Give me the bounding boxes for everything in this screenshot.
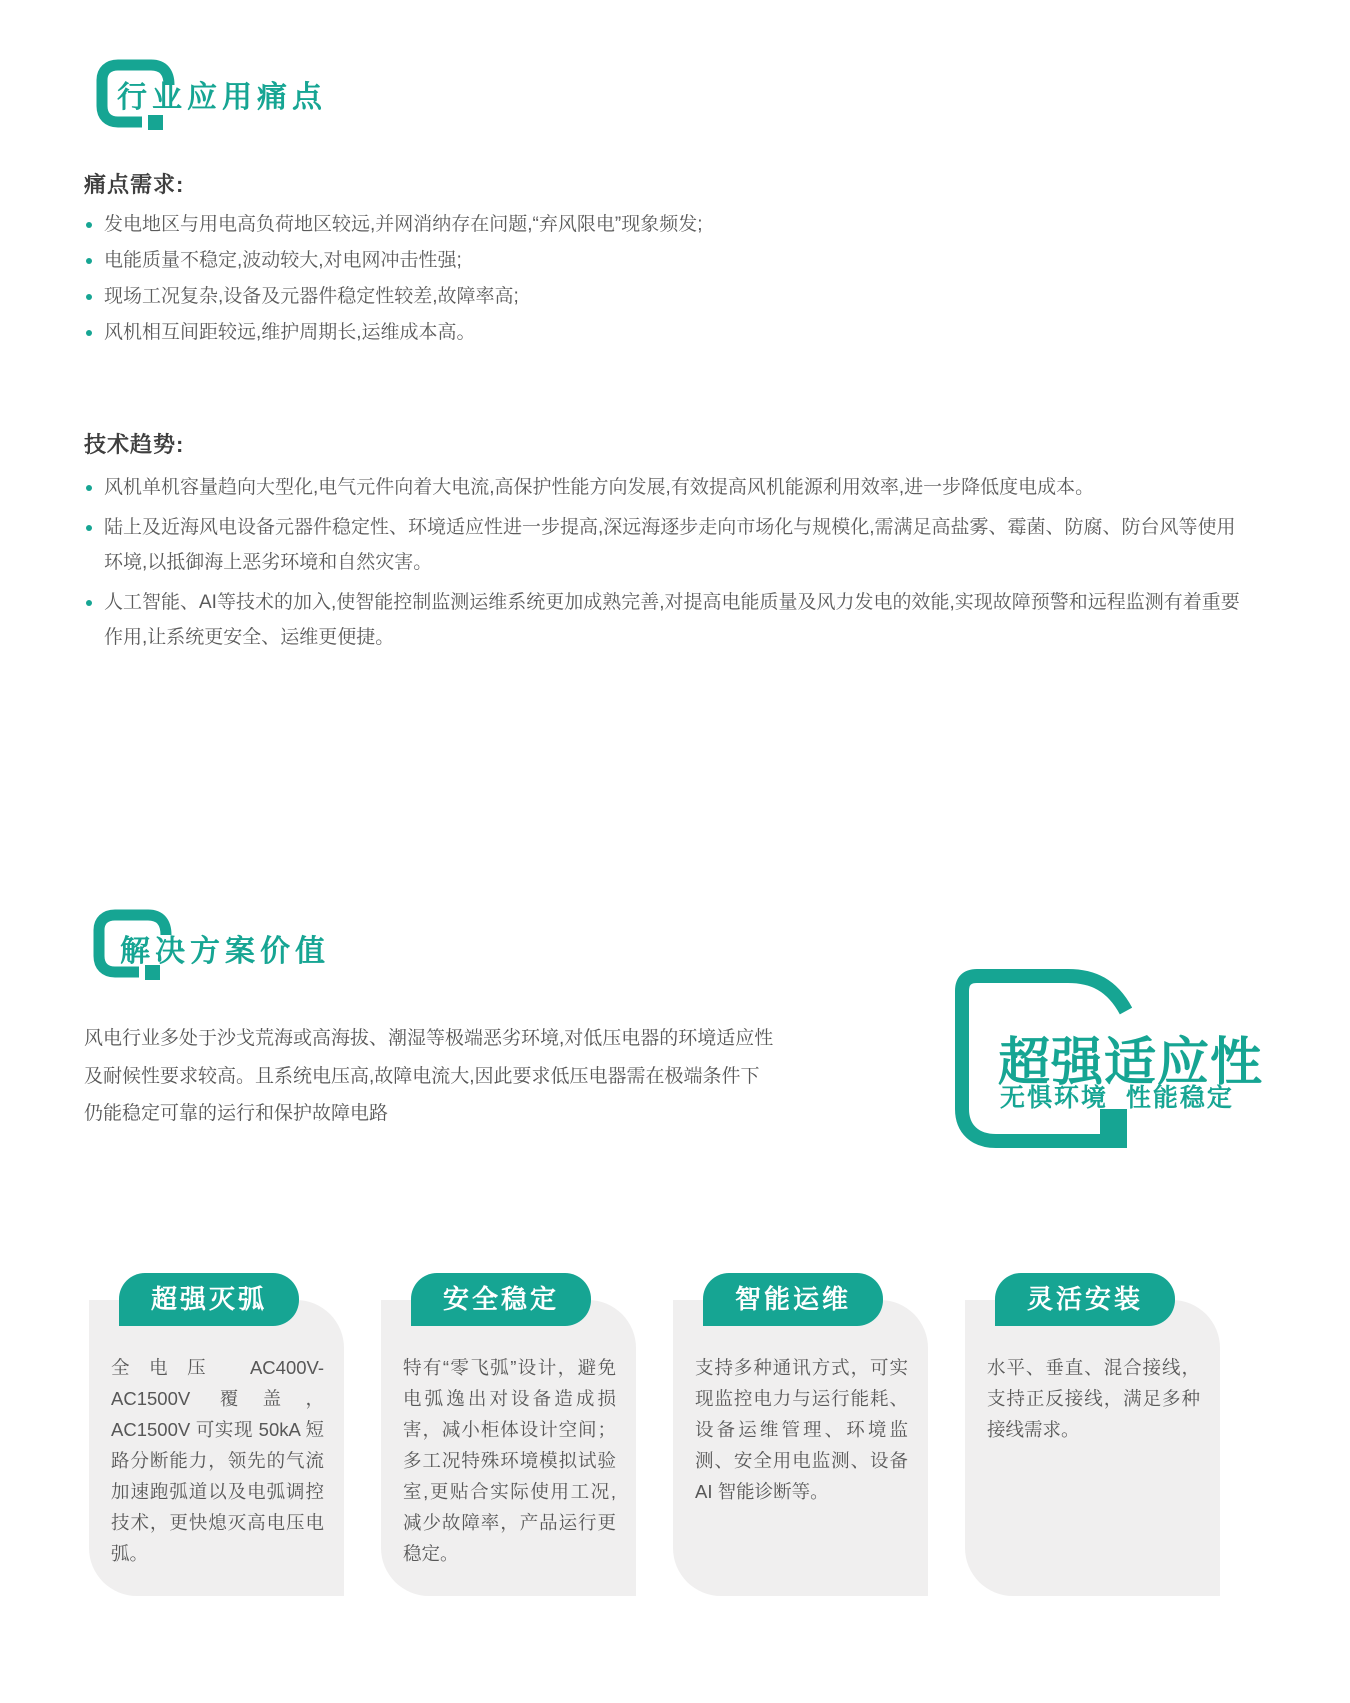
- tech-trend-heading: 技术趋势:: [84, 432, 185, 457]
- card-description: 水平、垂直、混合接线，支持正反接线，满足多种接线需求。: [987, 1357, 1200, 1440]
- list-item: 风机单机容量趋向大型化,电气元件向着大电流,高保护性能方向发展,有效提高风机能源利用效率,进一步降低度电成本。: [84, 470, 1249, 505]
- feature-tagline: 无惧环境 性能稳定: [1000, 1084, 1234, 1112]
- feature-card-smart-operations: [673, 1284, 928, 1596]
- section-title-pain-points: 行业应用痛点: [117, 81, 327, 114]
- feature-card-flexible-installation: [965, 1284, 1220, 1596]
- pain-demand-list: [84, 207, 1249, 351]
- feature-headline: 超强适应性: [998, 1034, 1264, 1092]
- paragraph-line: 风电行业多处于沙戈荒海或高海拔、潮湿等极端恶劣环境,对低压电器的环境适应性: [84, 1028, 774, 1049]
- list-item: 发电地区与用电高负荷地区较远,并网消纳存在问题,“弃风限电”现象频发;: [84, 207, 1249, 243]
- list-item: 人工智能、AI等技术的加入,使智能控制监测运维系统更加成熟完善,对提高电能质量及风力发电的效能,实现故障预警和远程监测有着重要作用,让系统更安全、运维更便捷。: [84, 585, 1249, 655]
- list-item: 现场工况复杂,设备及元器件稳定性较差,故障率高;: [84, 279, 1249, 315]
- solution-paragraph: [84, 1020, 774, 1133]
- list-item: 风机相互间距较远,维护周期长,运维成本高。: [84, 315, 1249, 351]
- card-description: 全电压 AC400V-AC1500V 覆盖，AC1500V 可实现 50kA 短路分断能力，领先的气流加速跑弧道以及电弧调控技术，更快熄灭高电压电弧。: [111, 1357, 324, 1564]
- paragraph-line: 仍能稳定可靠的运行和保护故障电路: [84, 1103, 389, 1124]
- card-description: 支持多种通讯方式，可实现监控电力与运行能耗、设备运维管理、环境监测、安全用电监测、设备 AI 智能诊断等。: [695, 1357, 908, 1502]
- card-title-badge: 灵活安装: [995, 1273, 1175, 1326]
- list-item: 陆上及近海风电设备元器件稳定性、环境适应性进一步提高,深远海逐步走向市场化与规模化,需满足高盐雾、霉菌、防腐、防台风等使用环境,以抵御海上恶劣环境和自然灾害。: [84, 510, 1249, 580]
- list-item: 电能质量不稳定,波动较大,对电网冲击性强;: [84, 243, 1249, 279]
- card-title-badge: 安全稳定: [411, 1273, 591, 1326]
- section-title-solution-value: 解决方案价值: [120, 935, 330, 968]
- card-description: 特有“零飞弧”设计，避免电弧逸出对设备造成损害，减小柜体设计空间；多工况特殊环境模拟试验室,更贴合实际使用工况,减少故障率，产品运行更稳定。: [403, 1357, 616, 1564]
- card-title-badge: 超强灭弧: [119, 1273, 299, 1326]
- feature-card-safety-stability: [381, 1284, 636, 1596]
- feature-cards-row: [89, 1273, 1220, 1596]
- tech-trend-list: [84, 470, 1249, 660]
- feature-card-arc-extinguishing: [89, 1284, 344, 1596]
- pain-demand-heading: 痛点需求:: [84, 172, 185, 197]
- paragraph-line: 及耐候性要求较高。且系统电压高,故障电流大,因此要求低压电器需在极端条件下: [84, 1065, 760, 1087]
- card-title-badge: 智能运维: [703, 1273, 883, 1326]
